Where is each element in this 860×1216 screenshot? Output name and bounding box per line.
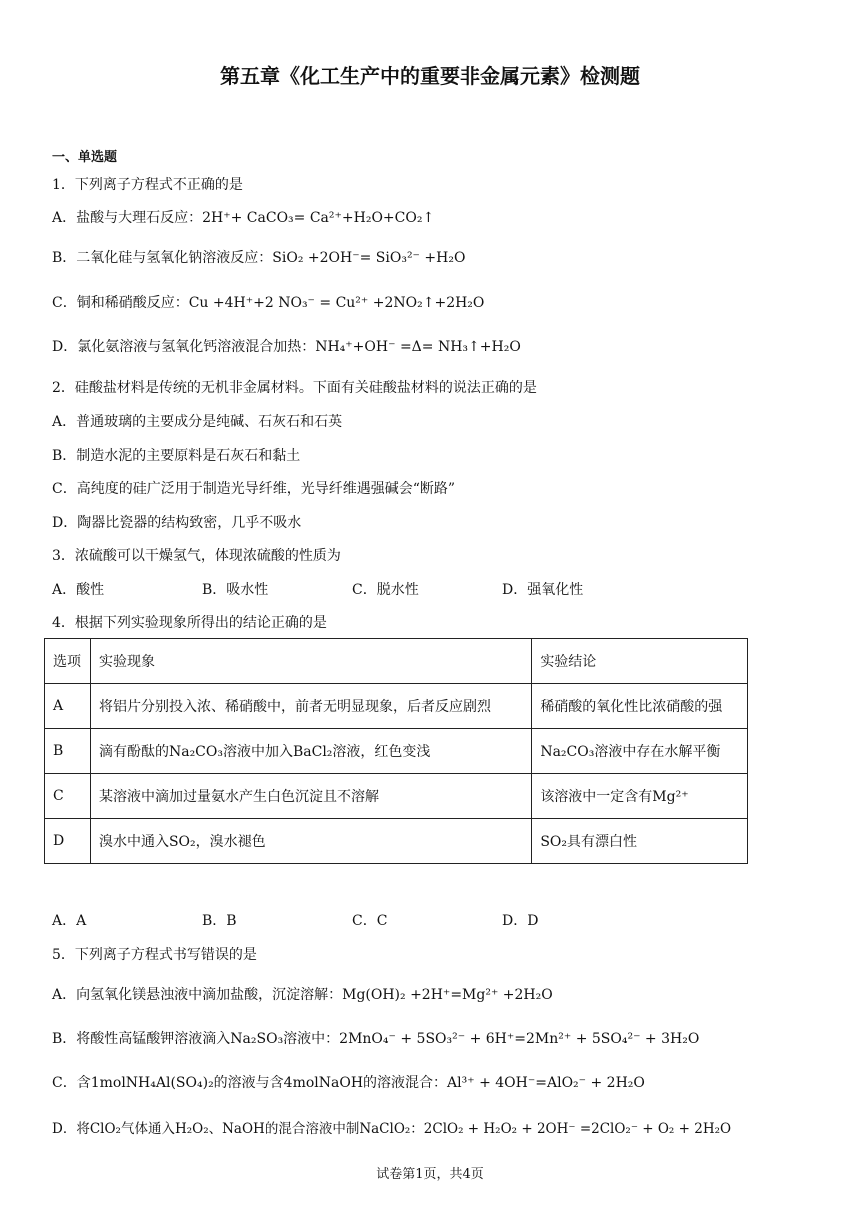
q2-option-d: D．陶器比瓷器的结构致密，几乎不吸水 [52,515,302,531]
q4-option-d: D．D [502,913,539,929]
q4-table [44,638,748,864]
table-header-row [45,639,748,684]
q1-option-b: B．二氧化硅与氢氧化钠溶液反应：SiO₂ +2OH⁻= SiO₃²⁻ +H₂O [52,250,466,266]
q3-option-b: B．吸水性 [202,582,269,598]
table-header-cell: 实验结论 [532,639,748,684]
table-cell: 该溶液中一定含有Mg²⁺ [532,774,748,819]
q1-option-a: A．盐酸与大理石反应：2H⁺+ CaCO₃= Ca²⁺+H₂O+CO₂↑ [52,210,435,226]
q2-option-c: C．高纯度的硅广泛用于制造光导纤维，光导纤维遇强碱会“断路” [52,481,456,497]
table-cell: D [45,819,91,864]
q1-stem: 1．下列离子方程式不正确的是 [52,177,243,193]
table-row [45,774,748,819]
q4-stem: 4．根据下列实验现象所得出的结论正确的是 [52,615,327,631]
q4-option-c: C．C [352,913,388,929]
q2-stem: 2．硅酸盐材料是传统的无机非金属材料。下面有关硅酸盐材料的说法正确的是 [52,380,537,396]
q5-option-b: B．将酸性高锰酸钾溶液滴入Na₂SO₃溶液中：2MnO₄⁻ + 5SO₃²⁻ + 6H⁺=2Mn²⁺ + 5SO₄²⁻ + 3H₂O [52,1031,700,1047]
q3-option-d: D．强氧化性 [502,582,584,598]
table-cell: 稀硝酸的氧化性比浓硝酸的强 [532,684,748,729]
table-row [45,684,748,729]
section-heading: 一、单选题 [52,150,118,165]
table-cell: B [45,729,91,774]
table-row [45,819,748,864]
q1-option-d: D．氯化氨溶液与氢氧化钙溶液混合加热：NH₄⁺+OH⁻ =Δ= NH₃↑+H₂O [52,339,521,355]
q1-option-c: C．铜和稀硝酸反应：Cu +4H⁺+2 NO₃⁻ = Cu²⁺ +2NO₂↑+2H₂O [52,295,485,311]
q4-option-b: B．B [202,913,237,929]
q5-option-c: C．含1molNH₄Al(SO₄)₂的溶液与含4molNaOH的溶液混合：Al³⁺ + 4OH⁻=AlO₂⁻ + 2H₂O [52,1075,645,1091]
page-title: 第五章《化工生产中的重要非金属元素》检测题 [220,64,640,88]
q3-stem: 3．浓硫酸可以干燥氢气，体现浓硫酸的性质为 [52,548,341,564]
table-header-cell: 选项 [45,639,91,684]
q2-option-a: A．普通玻璃的主要成分是纯碱、石灰石和石英 [52,414,343,430]
table-cell: 溴水中通入SO₂，溴水褪色 [90,819,531,864]
q3-option-c: C．脱水性 [352,582,419,598]
q5-option-d: D．将ClO₂气体通入H₂O₂、NaOH的混合溶液中制NaClO₂：2ClO₂ + H₂O₂ + 2OH⁻ =2ClO₂⁻ + O₂ + 2H₂O [52,1121,732,1137]
table-cell: A [45,684,91,729]
q5-option-a: A．向氢氧化镁悬浊液中滴加盐酸，沉淀溶解：Mg(OH)₂ +2H⁺=Mg²⁺ +2H₂O [52,987,553,1003]
q2-option-b: B．制造水泥的主要原料是石灰石和黏土 [52,448,301,464]
table-header-cell: 实验现象 [90,639,531,684]
table-cell: 滴有酚酞的Na₂CO₃溶液中加入BaCl₂溶液，红色变浅 [90,729,531,774]
table-cell: SO₂具有漂白性 [532,819,748,864]
q3-option-a: A．酸性 [52,582,105,598]
q4-option-a: A．A [52,913,87,929]
table-row [45,729,748,774]
table-cell: 某溶液中滴加过量氨水产生白色沉淀且不溶解 [90,774,531,819]
page-footer: 试卷第1页，共4页 [376,1167,484,1182]
table-cell: C [45,774,91,819]
q5-stem: 5．下列离子方程式书写错误的是 [52,947,257,963]
table-cell: Na₂CO₃溶液中存在水解平衡 [532,729,748,774]
table-cell: 将铝片分别投入浓、稀硝酸中，前者无明显现象，后者反应剧烈 [90,684,531,729]
